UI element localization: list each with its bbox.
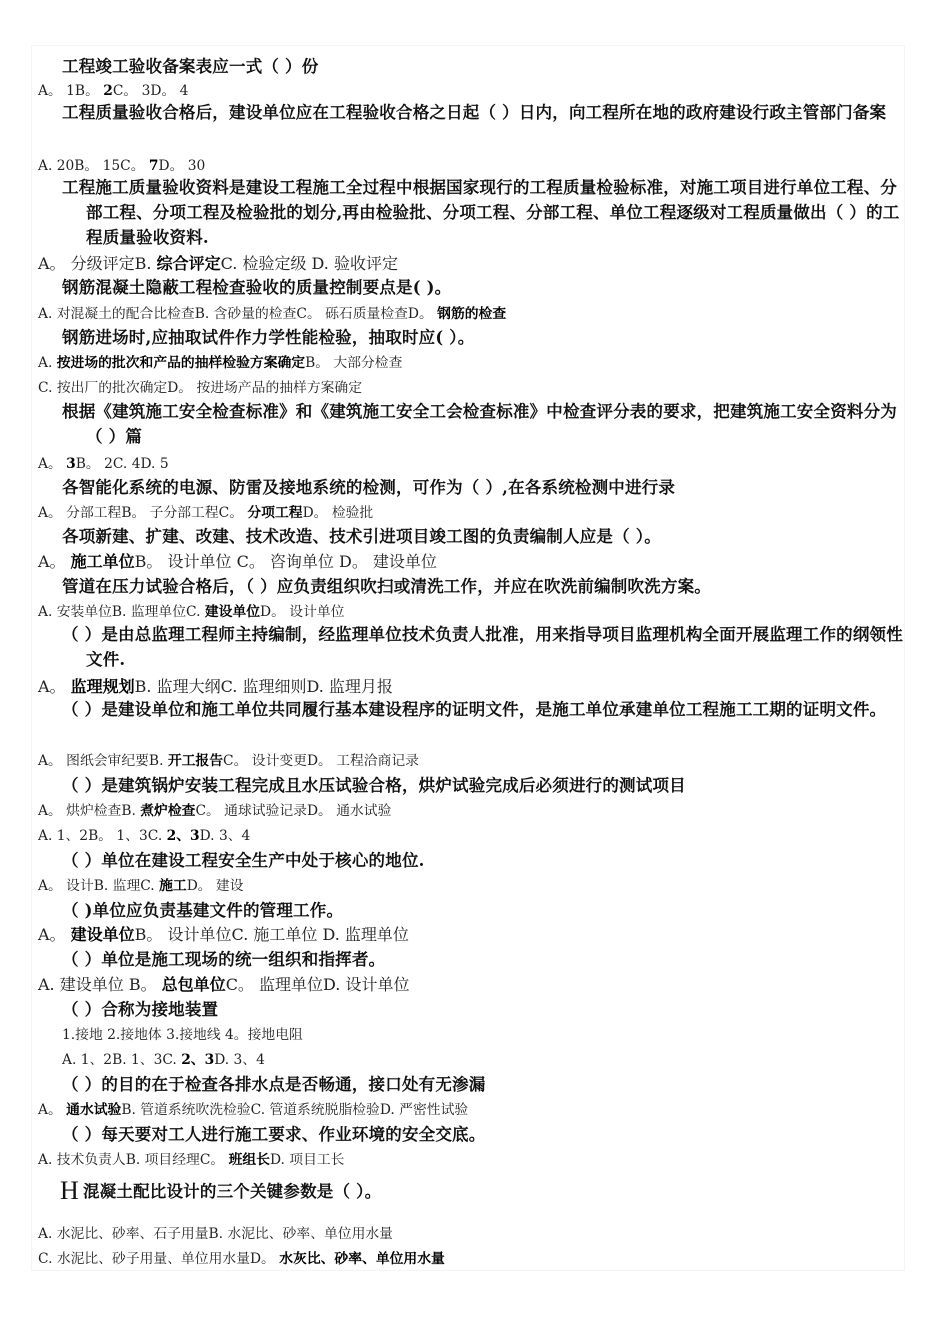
answer-highlight: 分项工程 <box>247 505 303 521</box>
option-text: A。 烘炉检查B. <box>38 803 141 819</box>
answer-highlight: 2、3 <box>181 1052 215 1068</box>
answer-highlight: 按进场的批次和产品的抽样检验方案确定 <box>56 355 306 371</box>
option-text: B. 管道系统吹洗检验C. 管道系统脱脂检验D. 严密性试验 <box>121 1102 469 1118</box>
question-4: 钢筋混凝土隐蔽工程检查验收的质量控制要点是( )。 <box>62 278 452 297</box>
answer-highlight: 班组长 <box>228 1152 270 1168</box>
question-13: （ ）单位在建设工程安全生产中处于核心的地位. <box>62 851 425 870</box>
question-8: 各项新建、扩建、改建、技术改造、技术引进项目竣工图的负责编制人应是（ ）。 <box>62 527 661 546</box>
option-text: A. 20B。 15C。 <box>38 158 149 174</box>
option-text: A. <box>38 355 57 371</box>
option-text: B。 2C. 4D. 5 <box>75 456 169 472</box>
answer-highlight: 钢筋的检查 <box>437 306 507 322</box>
option-text: B。 大部分检查 <box>305 355 403 371</box>
answer-highlight: 水灰比、砂率、单位用水量 <box>279 1251 445 1267</box>
question-5: 钢筋进场时,应抽取试件作力学性能检验，抽取时应( ）。 <box>62 328 475 347</box>
question-2-text: 工程质量验收合格后，建设单位应在工程验收合格之日起（ ）日内，向工程所在地的政府建设行政主管部门备案 <box>62 103 887 122</box>
question-16: （ ）合称为接地装置 <box>62 1000 219 1019</box>
option-text: A。 1B。 <box>38 83 104 99</box>
answer-highlight: 7 <box>148 158 159 174</box>
options-11 <box>38 749 419 769</box>
question-3 <box>62 175 907 250</box>
option-text: D。 30 <box>158 158 206 174</box>
options-6 <box>38 452 169 472</box>
question-2 <box>62 100 907 125</box>
question-16-list: 1.接地 2.接地体 3.接地线 4。接地电阻 <box>62 1027 303 1043</box>
option-text: D. 3、4 <box>214 1052 265 1068</box>
option-text: B. 监理大纲C. 监理细则D. 监理月报 <box>134 677 393 696</box>
option-text: A. 水泥比、砂率、石子用量B. 水泥比、砂率、单位用水量 <box>38 1226 393 1242</box>
question-9: 管道在压力试验合格后，（ ）应负责组织吹扫或清洗工作，并应在吹洗前编制吹洗方案。 <box>62 577 711 596</box>
options-14 <box>38 922 409 945</box>
answer-highlight: 综合评定 <box>156 254 221 273</box>
question-14: （ )单位应负责基建文件的管理工作。 <box>62 901 344 920</box>
options-8 <box>38 549 437 572</box>
option-text: A。 设计B. 监理C. <box>38 878 160 894</box>
option-text: D。 建设 <box>186 878 244 894</box>
options-13 <box>38 874 244 894</box>
option-text: A. 技术负责人B. 项目经理C。 <box>38 1152 229 1168</box>
options-4 <box>38 302 506 322</box>
options-5b <box>38 376 362 396</box>
option-text: A。 分级评定B. <box>38 254 157 273</box>
question-10 <box>62 622 907 672</box>
question-18: （ ）每天要对工人进行施工要求、作业环境的安全交底。 <box>62 1125 486 1144</box>
option-text: C。 设计变更D。 工程洽商记录 <box>223 753 419 769</box>
answer-highlight: 建设单位 <box>70 925 135 944</box>
option-text: C. 检验定级 D. 验收评定 <box>220 254 398 273</box>
option-text: B。 设计单位 C。 咨询单位 D。 建设单位 <box>134 552 437 571</box>
options-15 <box>38 972 409 995</box>
option-text: C. 水泥比、砂子用量、单位用水量D。 <box>38 1251 280 1267</box>
option-text: C。 监理单位D. 设计单位 <box>225 975 410 994</box>
answer-highlight: 施工单位 <box>70 552 135 571</box>
option-text: A。 <box>38 552 71 571</box>
answer-highlight: 2 <box>103 83 113 99</box>
options-16 <box>62 1048 265 1068</box>
option-text: A。 <box>38 1102 67 1118</box>
options-12b <box>38 824 250 844</box>
answer-highlight: 2、3 <box>166 828 200 844</box>
option-text: B。 设计单位C. 施工单位 D. 监理单位 <box>134 925 409 944</box>
document-page <box>32 46 904 1270</box>
answer-highlight: 通水试验 <box>66 1102 122 1118</box>
answer-highlight: 开工报告 <box>167 753 224 769</box>
options-19b <box>38 1247 445 1267</box>
question-15: （ ）单位是施工现场的统一组织和指挥者。 <box>62 950 386 969</box>
option-text: D. 3、4 <box>199 828 251 844</box>
question-7: 各智能化系统的电源、防雷及接地系统的检测，可作为（ ）,在各系统检测中进行录 <box>62 478 676 497</box>
options-12a <box>38 799 391 819</box>
option-text: A。 图纸会审纪要B. <box>38 753 168 769</box>
question-3-text: 工程施工质量验收资料是建设工程施工全过程中根据国家现行的工程质量检验标准，对施工项目进行单位工程、分部工程、分项工程及检验批的划分,再由检验批、分项工程、分部工程、单位工程逐级对工程质量做出（ ）的工程质量验收资料. <box>62 178 900 247</box>
options-18 <box>38 1148 344 1168</box>
question-11-text: （ ）是建设单位和施工单位共同履行基本建设程序的证明文件，是施工单位承建单位工程施工工期的证明文件。 <box>62 700 887 719</box>
question-12: （ ）是建筑锅炉安装工程完成且水压试验合格，烘炉试验完成后必须进行的测试项目 <box>62 776 686 795</box>
option-text: C. 按出厂的批次确定D。 按进场产品的抽样方案确定 <box>38 380 363 396</box>
options-2 <box>38 154 205 174</box>
option-text: C。 通球试验记录D。 通水试验 <box>195 803 392 819</box>
option-text: A. 安装单位B. 监理单位C. <box>38 604 205 620</box>
option-text: A。 <box>38 925 71 944</box>
question-6-text: 根据《建筑施工安全检查标准》和《建筑施工安全工会检查标准》中检查评分表的要求，把建筑施工安全资料分为（ ）篇 <box>62 402 897 446</box>
option-text: A。 <box>38 677 71 696</box>
answer-highlight: 监理规划 <box>70 677 135 696</box>
question-19-lead: H <box>60 1176 79 1205</box>
option-text: D。 检验批 <box>302 505 374 521</box>
options-7 <box>38 501 373 521</box>
option-text: A。 分部工程B。 子分部工程C。 <box>38 505 248 521</box>
options-17 <box>38 1098 468 1118</box>
option-text: D. 项目工长 <box>269 1152 345 1168</box>
question-11 <box>62 697 907 722</box>
answer-highlight: 3 <box>66 456 76 472</box>
options-10 <box>38 674 393 697</box>
question-19-text: 混凝土配比设计的三个关键参数是（ ）。 <box>82 1182 382 1201</box>
answer-highlight: 建设单位 <box>204 604 261 620</box>
option-text: A. 1、2B. 1、3C. <box>62 1052 182 1068</box>
options-3 <box>38 251 398 274</box>
option-text: A. 建设单位 B。 <box>38 975 162 994</box>
options-9 <box>38 600 344 620</box>
answer-highlight: 煮炉检查 <box>140 803 196 819</box>
question-19 <box>60 1176 381 1206</box>
option-text: A. 1、2B。 1、3C. <box>38 828 167 844</box>
option-text: D。 设计单位 <box>260 604 345 620</box>
question-17: （ ）的目的在于检查各排水点是否畅通，接口处有无渗漏 <box>62 1075 486 1094</box>
question-1: 工程竣工验收备案表应一式（ ）份 <box>62 57 319 76</box>
option-text: C。 3D。 4 <box>112 83 189 99</box>
answer-highlight: 施工 <box>159 878 187 894</box>
options-19a <box>38 1222 393 1242</box>
question-6 <box>62 399 907 449</box>
question-10-text: （ ）是由总监理工程师主持编制，经监理单位技术负责人批准，用来指导项目监理机构全面开展监理工作的纲领性文件. <box>62 625 903 669</box>
option-text: A。 <box>38 456 67 472</box>
options-5a <box>38 351 402 371</box>
options-1 <box>38 79 188 99</box>
option-text: A. 对混凝土的配合比检查B. 含砂量的检查C。 砾石质量检查D。 <box>38 306 438 322</box>
answer-highlight: 总包单位 <box>161 975 226 994</box>
